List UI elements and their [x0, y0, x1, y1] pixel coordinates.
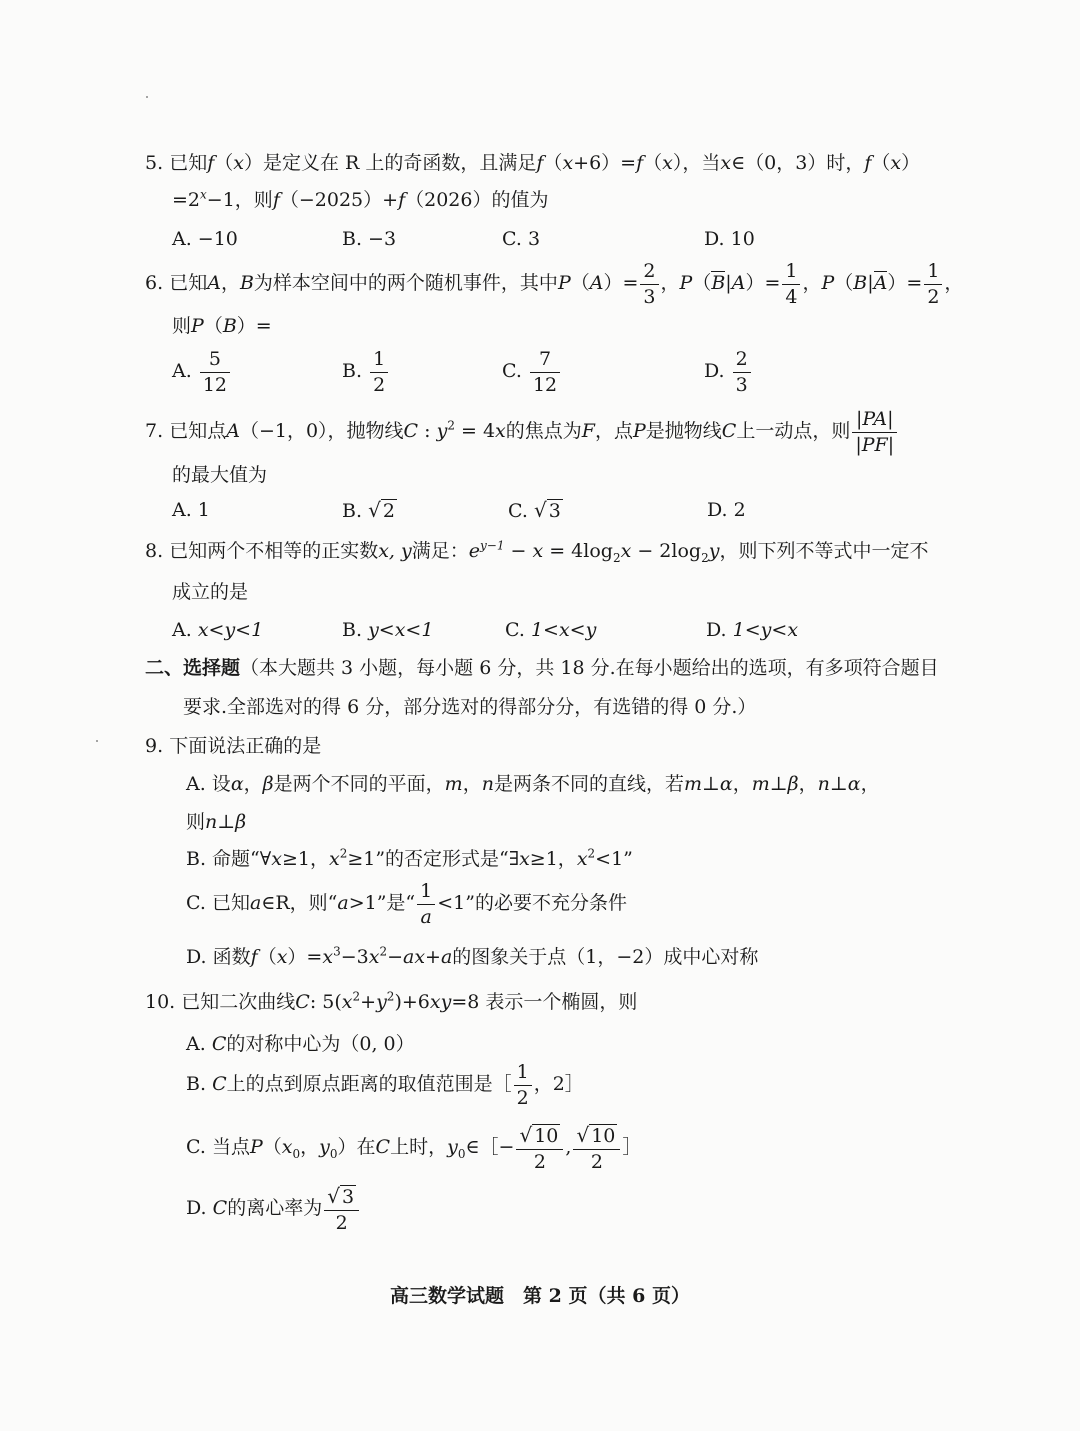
q10-option-d	[186, 1180, 361, 1236]
q8-option-d	[706, 617, 798, 643]
q8-option-c	[505, 617, 596, 643]
q10-var: y	[319, 1136, 330, 1158]
option-label: C.	[502, 360, 522, 382]
q7-var: C	[403, 420, 419, 442]
option-label: C.	[505, 619, 525, 641]
q9-text: −3	[340, 946, 369, 968]
q10-exponent: 2	[386, 989, 395, 1004]
q7-line1	[145, 404, 899, 458]
q6-var: A	[207, 272, 221, 294]
q8-text: −	[504, 540, 533, 562]
q9-var: x	[271, 848, 282, 870]
q9-var: n	[817, 773, 830, 795]
q6-var-complement: A	[873, 272, 888, 294]
q8-option-b	[342, 617, 433, 643]
q10-var: y	[376, 991, 387, 1013]
q5-number: 5.	[145, 152, 164, 174]
q10-text: A.	[186, 1033, 206, 1055]
q8-exponent: y−1	[480, 538, 505, 553]
q5-line1	[145, 150, 920, 176]
q9-text: ≥1”的否定形式是“∃	[347, 848, 520, 870]
q5-var: f	[864, 152, 872, 174]
numerator: 1	[924, 262, 942, 285]
option-label: B.	[342, 619, 363, 641]
denominator: 12	[202, 373, 227, 396]
q6-fraction	[924, 259, 942, 308]
q9-option-a	[186, 771, 880, 797]
q5-text: ）是定义在 R 上的奇函数，且满足	[243, 152, 537, 174]
q9-text: <1”	[595, 848, 633, 870]
q6-var: P	[557, 272, 571, 294]
numerator: 2	[640, 262, 658, 285]
q9-exponent: 3	[333, 944, 341, 959]
q9-text: 则	[186, 811, 206, 833]
radicand: 2	[382, 500, 395, 522]
q7-text: 是抛物线	[645, 420, 722, 442]
q6-text: （	[834, 272, 854, 294]
q6-line1	[145, 256, 963, 310]
q9-text: ，	[243, 773, 263, 795]
q5-var: f	[272, 189, 280, 211]
q10-text: 的离心率为	[227, 1197, 323, 1219]
q9-text: 是两个不同的平面，	[273, 773, 445, 795]
q9-option-c	[186, 876, 627, 930]
q5-var: x	[720, 152, 732, 174]
q5-var: x	[890, 152, 902, 174]
q9-fraction	[417, 879, 435, 928]
denominator: 12	[532, 373, 558, 396]
option-value: y<x<1	[368, 619, 434, 641]
q10-text: 上时，	[390, 1136, 448, 1158]
scan-speck	[146, 96, 148, 98]
q5-text: +6）=	[573, 152, 637, 174]
q5-text: （	[543, 152, 563, 174]
option-label: A.	[172, 360, 192, 382]
q10-fraction	[516, 1122, 563, 1173]
q5-text: （	[643, 152, 663, 174]
q10-text: =8 表示一个椭圆，则	[451, 991, 638, 1013]
q10-var: C	[375, 1136, 391, 1158]
q8-text: = 4log	[543, 540, 613, 562]
q9-var: a	[440, 946, 453, 968]
q10-text: ，	[300, 1136, 320, 1158]
q5-text: （2026）的值为	[405, 189, 549, 211]
q6-var: B	[222, 315, 237, 337]
q6-text: 已知	[169, 272, 208, 294]
numerator: 1	[370, 350, 388, 373]
q6-option-a	[172, 344, 232, 398]
q9-var: x	[276, 946, 288, 968]
section-2-title: 二、选择题	[145, 657, 241, 679]
q9-option-a-line2	[186, 809, 246, 835]
option-label: B.	[342, 500, 363, 522]
q10-var: y	[447, 1136, 458, 1158]
q9-var: a	[249, 892, 262, 914]
q7-option-b	[342, 497, 397, 524]
q9-text: 的图象关于点（1，−2）成中心对称	[452, 946, 759, 968]
q5-text: （	[214, 152, 234, 174]
q9-stem	[145, 733, 321, 759]
q6-text: ，	[944, 272, 964, 294]
q9-var: m	[444, 773, 463, 795]
numerator: 1	[514, 1063, 532, 1086]
q9-text: ⊥	[769, 773, 788, 795]
q6-text: ）=	[887, 272, 923, 294]
q9-text: ≥1，	[529, 848, 577, 870]
q5-text: （	[871, 152, 891, 174]
q7-text: 上一动点，则	[736, 420, 851, 442]
numerator: 1	[417, 882, 435, 905]
q6-line2	[172, 313, 272, 339]
q8-subscript: 2	[701, 550, 709, 565]
denominator: 2	[373, 373, 386, 396]
q8-text: ，则下列不等式中一定不	[719, 540, 929, 562]
q6-text: ，	[802, 272, 822, 294]
q7-text: :	[418, 420, 437, 442]
q9-exponent: 2	[587, 846, 596, 861]
q9-exponent: 2	[339, 846, 348, 861]
q9-text: D. 函数	[186, 946, 251, 968]
section-2-text: （本大题共 3 小题，每小题 6 分，共 18 分.在每小题给出的选项，有多项符合题目	[240, 657, 939, 679]
option-fraction	[530, 347, 560, 396]
q9-text: ≥1，	[281, 848, 329, 870]
q10-exponent: 2	[352, 989, 361, 1004]
option-label: A.	[172, 619, 192, 641]
q9-text: ⊥	[217, 811, 236, 833]
denominator: 4	[785, 285, 798, 308]
q10-var: P	[249, 1136, 263, 1158]
q5-var: x	[562, 152, 574, 174]
q10-fraction	[573, 1122, 620, 1173]
option-value: 1<y<x	[732, 619, 799, 641]
option-value: 1<x<y	[530, 619, 597, 641]
q7-option-c	[508, 497, 563, 524]
q10-text: （	[262, 1136, 282, 1158]
q7-text: 已知点	[169, 420, 227, 442]
q9-var: ax	[403, 946, 426, 968]
q10-text: ∈［−	[465, 1136, 515, 1158]
q10-var: x	[281, 1136, 293, 1158]
q5-option-c: C. 3	[502, 228, 541, 250]
q6-var: P	[191, 315, 204, 337]
q6-text: （	[570, 272, 590, 294]
q8-subscript: 2	[612, 550, 621, 565]
q9-text: ⊥	[702, 773, 720, 795]
q8-var: e	[468, 540, 480, 562]
q6-text: 则	[172, 315, 192, 337]
q9-text: ，	[462, 773, 482, 795]
q6-text: ，	[220, 272, 240, 294]
option-value: x<y<1	[197, 619, 264, 641]
numerator: √ 10	[573, 1125, 620, 1150]
q8-var: y	[708, 540, 720, 562]
q7-text: 的焦点为	[505, 420, 582, 442]
q10-text: )+6	[394, 991, 430, 1013]
q9-var: x	[322, 946, 334, 968]
q10-text: ）在	[337, 1136, 376, 1158]
q5-var: f	[398, 189, 406, 211]
q9-text: 是两条不同的直线，若	[493, 773, 684, 795]
q9-text: ，	[860, 773, 880, 795]
q9-var: β	[787, 773, 799, 795]
q7-var: x	[495, 420, 506, 442]
q5-option-d: D. 10	[704, 228, 755, 250]
q7-var: A	[226, 420, 240, 442]
q9-exponent: 2	[379, 944, 388, 959]
q9-var: x	[368, 946, 380, 968]
q10-text: : 5(	[309, 991, 342, 1013]
q7-exponent: 2	[447, 418, 455, 433]
q9-text: <1”的必要不充分条件	[437, 892, 627, 914]
q9-text: ，	[798, 773, 818, 795]
q9-var: x	[328, 848, 340, 870]
q9-var: α	[230, 773, 244, 795]
radicand: 3	[548, 500, 561, 522]
q8-var: x	[620, 540, 632, 562]
q7-option-d: D. 2	[707, 499, 746, 521]
q8-text: 满足：	[411, 540, 469, 562]
q10-text: D.	[186, 1197, 207, 1219]
option-fraction	[370, 347, 388, 396]
q9-option-d	[186, 944, 758, 970]
q5-line2	[172, 187, 548, 213]
q9-number: 9.	[145, 735, 164, 757]
q9-var: m	[751, 773, 770, 795]
q8-text: 已知两个不相等的正实数	[169, 540, 379, 562]
q9-var: β	[235, 811, 247, 833]
q7-number: 7.	[145, 420, 164, 442]
q9-option-b	[186, 846, 633, 872]
q5-text: （−2025）+	[279, 189, 399, 211]
radicand: 10	[591, 1124, 616, 1147]
denominator: 3	[643, 285, 656, 308]
q6-text: ）=	[603, 272, 639, 294]
q5-var: f	[536, 152, 544, 174]
q9-text: B. 命题“∀	[186, 848, 272, 870]
q9-text: ）=	[287, 946, 323, 968]
q6-var-complement: B	[711, 272, 726, 294]
q5-var: f	[636, 152, 644, 174]
q10-var: C	[211, 1033, 227, 1055]
page-footer: 高三数学试题 第 2 页（共 6 页）	[390, 1285, 690, 1307]
q9-var: α	[847, 773, 861, 795]
option-label: C.	[508, 500, 528, 522]
q9-text: 下面说法正确的是	[169, 735, 322, 757]
q10-var: C	[212, 1197, 228, 1219]
q6-text: |	[725, 272, 732, 294]
q6-text: ）=	[745, 272, 781, 294]
radicand: 10	[534, 1124, 559, 1147]
q9-text: −	[387, 946, 403, 968]
denominator: 3	[735, 373, 748, 396]
q9-var: α	[719, 773, 733, 795]
option-label: D.	[706, 619, 727, 641]
q9-text: A. 设	[186, 773, 231, 795]
q10-text: B.	[186, 1073, 207, 1095]
q7-var: C	[721, 420, 737, 442]
q7-line2: 的最大值为	[172, 464, 268, 486]
q6-var: B	[853, 272, 868, 294]
q5-text: −1，则	[206, 189, 273, 211]
q10-number: 10.	[145, 991, 176, 1013]
q9-var: x	[576, 848, 588, 870]
q6-option-d	[704, 344, 753, 398]
q10-text: ］	[622, 1136, 642, 1158]
q8-number: 8.	[145, 540, 164, 562]
q6-number: 6.	[145, 272, 164, 294]
q9-text: ，	[732, 773, 752, 795]
denominator: 2	[590, 1150, 603, 1173]
denominator: 2	[533, 1150, 546, 1173]
q9-text: >1”是“	[348, 892, 416, 914]
q6-var: P	[679, 272, 693, 294]
q5-var: f	[207, 152, 215, 174]
q5-text: ∈（0，3）时，	[731, 152, 865, 174]
q10-text: 的对称中心为（0, 0）	[226, 1033, 415, 1055]
sqrt: √ 2	[368, 498, 395, 522]
q5-text: ），当	[672, 152, 721, 174]
q9-text: C. 已知	[186, 892, 250, 914]
q10-subscript: 0	[457, 1146, 466, 1161]
radicand: 3	[341, 1185, 355, 1208]
option-fraction	[200, 347, 230, 396]
denominator: a	[420, 905, 432, 928]
q8-var: x	[532, 540, 544, 562]
q5-option-a: A. −10	[172, 228, 238, 250]
q10-subscript: 0	[329, 1146, 338, 1161]
q6-option-b	[342, 344, 390, 398]
q10-option-b	[186, 1057, 584, 1111]
option-label: B.	[342, 360, 363, 382]
q8-line1	[145, 538, 928, 564]
q9-var: n	[481, 773, 494, 795]
q10-fraction	[514, 1060, 532, 1109]
q6-text: ，	[660, 272, 680, 294]
q10-var: xy	[429, 991, 452, 1013]
q10-stem	[145, 989, 637, 1015]
q7-fraction	[852, 407, 897, 456]
q5-text: =2	[172, 189, 201, 211]
q8-line2: 成立的是	[172, 581, 249, 603]
q6-var: P	[821, 272, 835, 294]
q9-text: （	[257, 946, 277, 968]
q10-option-a	[186, 1031, 415, 1057]
q5-var: x	[233, 152, 244, 174]
sqrt: √ 3	[533, 498, 561, 522]
q5-option-b: B. −3	[342, 228, 397, 250]
q6-text: 为样本空间中的两个随机事件，其中	[253, 272, 558, 294]
q9-text: ∈R，则“	[261, 892, 338, 914]
q9-var: β	[262, 773, 274, 795]
q10-text: ，2］	[533, 1073, 584, 1095]
q9-text: +	[425, 946, 441, 968]
numerator: √ 3	[324, 1186, 359, 1211]
q7-var: F	[581, 420, 595, 442]
q8-text: − 2log	[631, 540, 702, 562]
q6-text: ）=	[236, 315, 272, 337]
section-2-line1	[145, 655, 939, 681]
q5-text: ）	[901, 152, 921, 174]
q9-var: f	[250, 946, 258, 968]
q6-text: |	[867, 272, 874, 294]
numerator: 7	[530, 350, 560, 373]
denominator: |PF|	[855, 433, 895, 456]
q10-text: +	[360, 991, 377, 1013]
q5-exponent: x	[200, 187, 207, 202]
q7-text: ，点	[594, 420, 633, 442]
q7-option-a: A. 1	[172, 499, 210, 521]
q6-text: （	[692, 272, 712, 294]
q9-var: a	[337, 892, 349, 914]
q10-var: C	[295, 991, 310, 1013]
q10-fraction	[324, 1183, 359, 1234]
q7-var: y	[436, 420, 448, 442]
q10-var: C	[212, 1073, 227, 1095]
q6-text: （	[203, 315, 223, 337]
scan-speck	[96, 740, 98, 742]
q7-var: P	[632, 420, 646, 442]
q10-text: 已知二次曲线	[181, 991, 296, 1013]
numerator: √ 10	[516, 1125, 563, 1150]
numerator: 5	[200, 350, 230, 373]
q5-text: 已知	[169, 152, 208, 174]
q6-option-c	[502, 344, 562, 398]
q5-var: x	[662, 152, 673, 174]
denominator: 2	[335, 1211, 348, 1234]
numerator: 1	[782, 262, 800, 285]
q8-option-a	[172, 617, 263, 643]
q6-fraction	[640, 259, 658, 308]
q9-text: ⊥	[829, 773, 848, 795]
option-label: D.	[704, 360, 725, 382]
q10-subscript: 0	[292, 1146, 301, 1161]
q10-text: ,	[565, 1136, 572, 1158]
q10-text: 上的点到原点距离的取值范围是［	[226, 1073, 512, 1095]
q9-var: n	[205, 811, 218, 833]
q7-text: （−1，0），抛物线	[239, 420, 404, 442]
q9-var: m	[683, 773, 703, 795]
q6-var: A	[731, 272, 746, 294]
q6-fraction	[782, 259, 800, 308]
denominator: 2	[927, 285, 940, 308]
q10-var: x	[341, 991, 353, 1013]
q6-var: B	[239, 272, 254, 294]
q10-option-c	[186, 1119, 641, 1175]
numerator: |PA|	[852, 410, 897, 433]
q10-text: C. 当点	[186, 1136, 250, 1158]
q8-var: x, y	[378, 540, 412, 562]
denominator: 2	[516, 1086, 529, 1109]
q9-var: x	[519, 848, 530, 870]
q6-var: A	[589, 272, 604, 294]
numerator: 2	[733, 350, 751, 373]
q7-text: = 4	[454, 420, 496, 442]
section-2-line2: 要求.全部选对的得 6 分，部分选对的得部分分，有选错的得 0 分.）	[183, 696, 757, 718]
option-fraction	[733, 347, 751, 396]
